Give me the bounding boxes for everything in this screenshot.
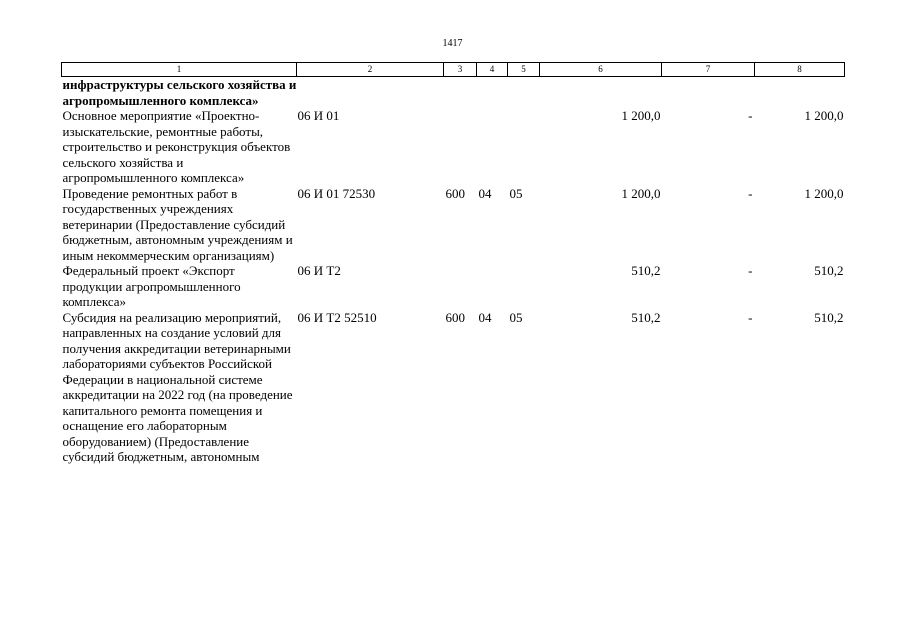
row-vr [444, 108, 477, 186]
table-row [62, 263, 845, 310]
row-result: 510,2 [814, 263, 844, 278]
row-vr [444, 263, 477, 310]
row-pr [508, 108, 540, 186]
row-result: 1 200,0 [804, 185, 844, 201]
row-rz: 04 [478, 309, 492, 325]
row-change [662, 77, 755, 109]
row-rz [477, 77, 508, 109]
row-code [297, 77, 444, 109]
budget-table [61, 62, 845, 465]
row-result [755, 77, 845, 109]
row-name: Федеральный проект «Экспорт продукции агропромышленного комплекса» [62, 263, 241, 309]
row-vr [444, 77, 477, 109]
table-row [62, 77, 845, 109]
table-row [62, 186, 845, 264]
row-total [540, 77, 662, 109]
table-row [62, 310, 845, 465]
header-col-6: 6 [540, 63, 662, 77]
row-vr: 600 [445, 309, 465, 325]
row-name: Субсидия на реализацию мероприятий, направленных на создание условий для получения аккредитации ветеринарными лабораториями субъектов Российской Федерации в национальной системе аккредитации на 2022 год (на проведение капитального ремонта помещения и оснащение его лабораторным оборудованием) (Предоставление субсидий бюджетным, автономным [62, 309, 293, 464]
row-code: 06 И T2 [297, 263, 341, 278]
row-vr: 600 [445, 185, 465, 201]
header-col-3: 3 [444, 63, 477, 77]
row-total: 1 200,0 [621, 108, 661, 123]
row-code: 06 И T2 52510 [297, 309, 377, 325]
row-total: 510,2 [631, 309, 661, 325]
row-pr: 05 [509, 185, 523, 201]
row-name: инфраструктуры сельского хозяйства и агропромышленного комплекса» [62, 77, 297, 108]
table-row [62, 108, 845, 186]
row-change: - [748, 263, 753, 278]
header-col-5: 5 [508, 63, 540, 77]
header-col-7: 7 [662, 63, 755, 77]
row-code: 06 И 01 [297, 108, 340, 123]
row-name: Проведение ремонтных работ в государственных учреждениях ветеринарии (Предоставление субсидий бюджетным, автономным учреждениям и иным некоммерческим организациям) [62, 185, 293, 263]
header-col-8: 8 [755, 63, 845, 77]
page-number: 1417 [442, 38, 463, 49]
row-pr [508, 77, 540, 109]
row-change: - [748, 108, 753, 123]
row-result: 510,2 [814, 309, 844, 325]
header-row [62, 63, 845, 77]
header-col-1: 1 [62, 63, 297, 77]
row-name: Основное мероприятие «Проектно-изыскательские, ремонтные работы, строительство и реконструкция объектов сельского хозяйства и агропромышленного комплекса» [62, 108, 291, 185]
row-change: - [748, 309, 753, 325]
table-body [62, 77, 845, 465]
row-rz [477, 108, 508, 186]
header-col-4: 4 [477, 63, 508, 77]
row-pr [508, 263, 540, 310]
row-result: 1 200,0 [804, 108, 844, 123]
row-total: 510,2 [631, 263, 661, 278]
row-change: - [748, 185, 753, 201]
row-rz: 04 [478, 185, 492, 201]
header-col-2: 2 [297, 63, 444, 77]
row-pr: 05 [509, 309, 523, 325]
row-total: 1 200,0 [621, 185, 661, 201]
row-rz [477, 263, 508, 310]
row-code: 06 И 01 72530 [297, 185, 376, 201]
table-header [62, 63, 845, 77]
